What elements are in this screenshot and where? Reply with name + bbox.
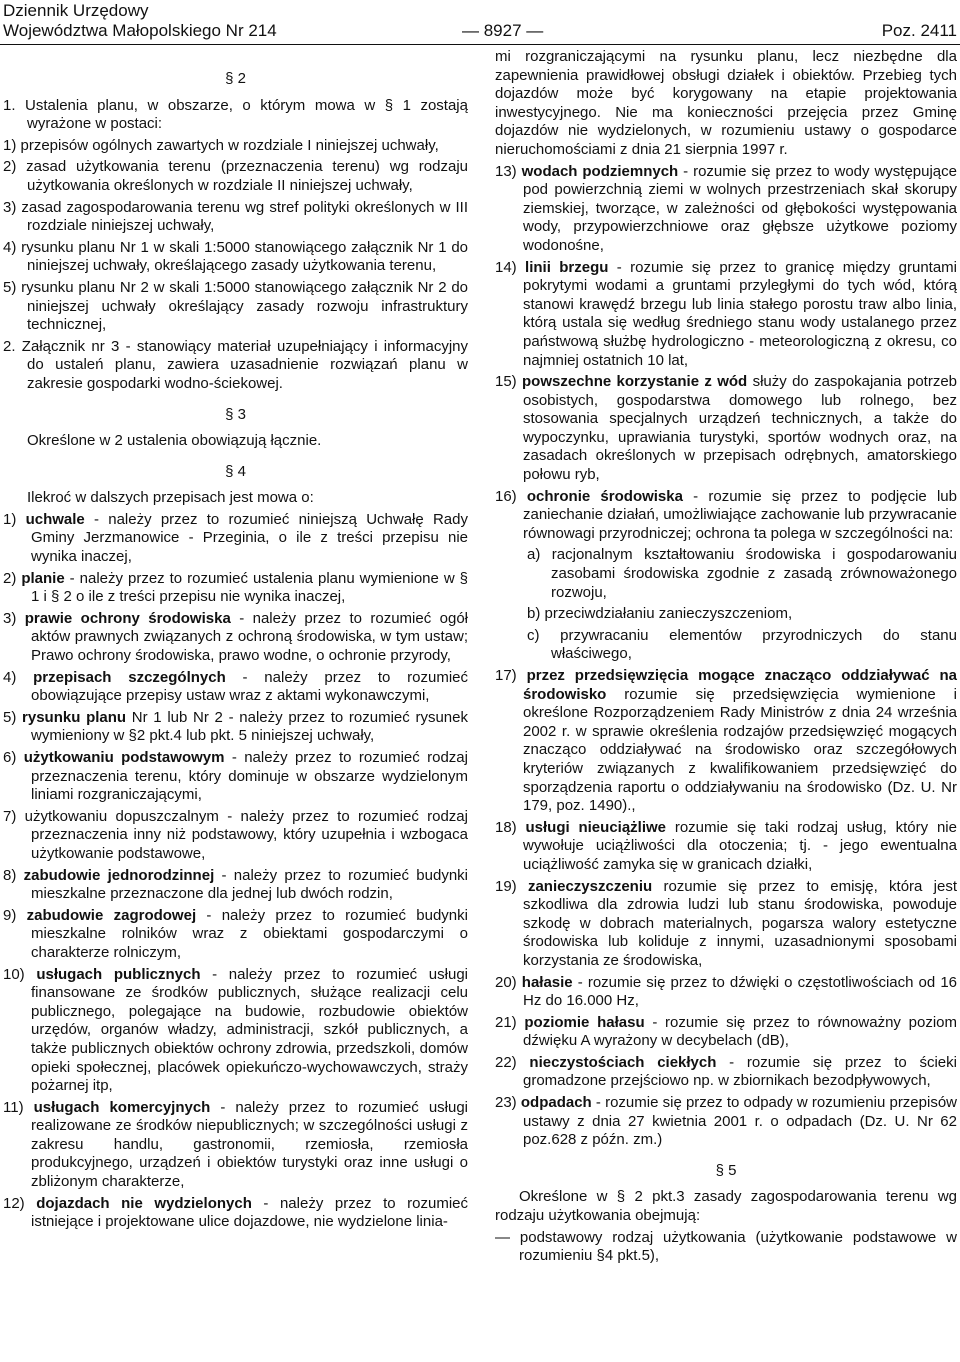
definition-term: powszechne korzystanie z wód xyxy=(522,373,748,391)
definitions-list xyxy=(495,667,957,1150)
definition-term: wodach podziemnych xyxy=(521,162,679,180)
definition-number: 15) xyxy=(495,373,523,391)
definition-item xyxy=(495,974,957,1011)
definition-number: 17) xyxy=(495,667,527,684)
definition-text: - należy przez to rozumieć usługi finansowane ze środków publicznych, służące realizacji celu publicznego, polegające na budowie, rozbudowie obiektów urzędów, organów władzy, administracji, szkół publicznych, a także publicznych obiektów ochrony zdrowia, przedszkoli, domów opieki społecznej, placówek opiekuńczo-wychowawczych, straży pożarnej itp, xyxy=(31,965,469,1095)
definition-text: - należy przez to rozumieć obowiązujące przepisy ustaw wraz z aktami wykonawczymi, xyxy=(31,668,469,705)
definition-term: planie xyxy=(21,569,65,587)
definition-text: - należy przez to rozumieć usługi realizowane ze środków niepublicznych; w szczególności usługi z zakresu handlu, gastronomii, rzemiosła, rzemiosła produkcyjnego, urządzeń i obiektów turystyki oraz inne usługi o zbliżonym charakterze, xyxy=(31,1098,469,1191)
definition-item xyxy=(495,163,957,256)
page-number: — 8927 — xyxy=(462,21,544,40)
definition-text: - rozumie się przez to ścieki gromadzone przejściowo np. w zbiornikach bezodpływowych, xyxy=(523,1053,957,1090)
definition-term: zabudowie zagrodowej xyxy=(26,906,197,924)
definition-number: 22) xyxy=(495,1053,530,1071)
definition-text: - rozumie się przez to granicę między gruntami pokrytymi wodami a gruntami przyległymi do tych wód, którą stanowi krawędź brzegu lub linia stałego porostu traw albo linia, którą ustala się według średniego stanu wody ustalanego przez państwową służbę hydrologiczno - meteorologiczną z okresu, co najmniej ostatnich 10 lat, xyxy=(523,258,957,369)
continuation-text: mi rozgraniczającymi na rysunku planu, lecz niezbędne dla zapewnienia prawidłowej obsługi działek i obiektów. Przebieg tych dojazdów może być korygowany na etapie projektowania inwestycyjnego. Nie ma konieczności przejęcia przez Gminę dojazdów nie wydzielonych, w rozumieniu ustawy o gospodarce nieruchomościami z dnia 21 sierpnia 1997 r. xyxy=(495,48,957,158)
definition-term: rysunku planu xyxy=(22,708,127,726)
paragraph-1: 1. Ustalenia planu, w obszarze, o którym mowa w § 1 zostają wyrażone w postaci: xyxy=(3,96,468,133)
definition-text: - należy przez to rozumieć niniejszą Uchwałę Rady Gminy Jerzmanowice - Przeginia, o ile z treści przepisu nie wynika inaczej, xyxy=(31,510,468,566)
paragraph-5: Określone w § 2 pkt.3 zasady zagospodarowania terenu wg rodzaju użytkowania obejmują: xyxy=(495,1188,957,1225)
definition-text: - należy przez to rozumieć ustalenia planu wymienione w § 1 i § 2 o ile z treści przepisu nie wynika inaczej, xyxy=(31,569,468,606)
definition-number: 18) xyxy=(495,818,526,836)
definition-text: - należy przez to rozumieć budynki mieszkalne przeznaczone dla jednej lub dwóch rodzin, xyxy=(31,866,468,903)
definition-term: nieczystościach ciekłych xyxy=(529,1053,717,1071)
definition-number: 16) xyxy=(495,487,527,505)
section-5-heading: § 5 xyxy=(715,1161,737,1179)
definition-text: - rozumie się przez to podjęcie lub zaniechanie działań, umożliwiające zachowanie lub przywracanie równowagi przyrodniczej; ochrona ta polega w szczególności na: xyxy=(523,487,957,542)
section-4-heading: § 4 xyxy=(225,462,246,480)
dash-item: — podstawowy rodzaj użytkowania (użytkowanie podstawowe w rozumieniu §4 pkt.5), xyxy=(495,1228,957,1265)
definition-item xyxy=(495,878,957,971)
definition-item xyxy=(3,907,468,963)
definition-item xyxy=(3,511,468,567)
definitions-list xyxy=(495,163,957,544)
definition-item xyxy=(3,1195,468,1232)
definition-item xyxy=(3,1099,468,1192)
definition-term: uchwale xyxy=(25,510,85,528)
definition-number: 11) xyxy=(3,1098,34,1116)
definition-number: 9) xyxy=(3,906,27,924)
definition-number: 20) xyxy=(495,973,522,991)
definitions-list xyxy=(3,511,468,1232)
definition-item xyxy=(3,966,468,1096)
definition-term: linii brzegu xyxy=(525,258,609,276)
definition-item xyxy=(495,1014,957,1051)
definition-number: 2) xyxy=(3,569,22,587)
definition-term: użytkowaniu podstawowym xyxy=(23,749,225,766)
definition-number: 3) xyxy=(3,609,25,627)
definition-term: prawie ochrony środowiska xyxy=(24,609,231,627)
sub-item: b) przeciwdziałaniu zanieczyszczeniom, xyxy=(527,605,793,623)
definition-item xyxy=(495,259,957,371)
definition-number: 6) xyxy=(3,749,24,766)
sub-list xyxy=(495,546,957,664)
definition-item xyxy=(495,1094,957,1150)
definition-text: - należy przez to rozumieć budynki mieszkalne rolników wraz z obiektami gospodarczymi o charakterze rolniczym, xyxy=(31,906,468,961)
definition-text: rozumie się przedsięwzięcia wymienione i określone Rozporządzeniem Rady Ministrów z dnia 24 września 2002 r. w sprawie określenia rodzajów przedsięwzięć mogących znacząco oddziaływać na środowisko oraz szczegółowych kryteriów związanych z kwalifikowaniem przedsięwzięć do sporządzenia raportu o oddziaływaniu na środowisko (Dz. U. Nr 179, poz. 1490)., xyxy=(523,685,957,815)
paragraph-3: Określone w 2 ustalenia obowiązują łącznie. xyxy=(27,432,322,450)
sub-item: a) racjonalnym kształtowaniu środowiska i gospodarowaniu zasobami środowiska zgodnie z zasadą zrównoważonego rozwoju, xyxy=(527,546,957,601)
definition-term: przepisach szczególnych xyxy=(33,668,226,686)
definition-text: - rozumie się przez to odpady w rozumieniu przepisów ustawy z dnia 27 kwietnia 2001 r. o odpadach (Dz. U. Nr 62 poz.628 z późn. zm.) xyxy=(523,1094,958,1149)
definition-number: 13) xyxy=(495,162,522,180)
definition-text: rozumie się przez to emisję, która jest szkodliwa dla zdrowia ludzi lub stanu środowiska, powoduje szkodę w dobrach materialnych, pogarsza walory estetyczne środowiska lub koliduje z innymi, uzasadnionymi sposobami korzystania ze środowiska, xyxy=(523,877,957,969)
definition-item xyxy=(3,669,468,706)
definition-text: służy do zaspokajania potrzeb osobistych, gospodarstwa domowego lub rolnego, bez stosowania specjalnych urządzeń technicznych, a także do wypoczynku, uprawiania turystyki, sportów wodnych oraz, na zasadach określonych w przepisach odrębnych, amatorskiego połowu ryb, xyxy=(523,373,958,484)
definition-number: 21) xyxy=(495,1013,525,1031)
section-2-heading: § 2 xyxy=(225,70,246,87)
definition-item xyxy=(495,373,957,485)
definition-text: - rozumie się przez to wody występujące pod powierzchnią ziemi w wolnych przestrzeniach skał skorupy ziemskiej, tworzące, w zależności od głębokości występowania wody, przypowierzchniowe oraz głębsze użytkowe poziomy wodonośne, xyxy=(523,162,957,254)
definition-text: Nr 1 lub Nr 2 - należy przez to rozumieć rysunek wymieniony w §2 pkt.4 lub pkt. 5 niniejszej uchwały, xyxy=(31,708,468,745)
definition-term: hałasie xyxy=(521,973,573,991)
list-item: 5) rysunku planu Nr 2 w skali 1:5000 stanowiącego załącznik Nr 2 do niniejszej uchwały określający zasady rozwoju infrastruktury technicznej, xyxy=(3,278,468,334)
definition-number: 19) xyxy=(495,877,528,895)
section-3-heading: § 3 xyxy=(225,405,246,423)
definition-item xyxy=(495,819,957,875)
definition-term: poziomie hałasu xyxy=(524,1013,645,1031)
paragraph-2: 2. Załącznik nr 3 - stanowiący materiał uzupełniający i informacyjny do ustaleń planu, zawiera uzasadnienie rozwiązań planu w zakresie gospodarki wodno-ściekowej. xyxy=(3,337,468,392)
definition-text: użytkowaniu dopuszczalnym - należy przez to rozumieć rodzaj przeznaczenia inny niż podstawowy, który uzupełnia i wzbogaca użytkowanie podstawowe, xyxy=(24,807,468,862)
definition-term: przez przedsięwzięcia mogące znacząco oddziaływać na środowisko xyxy=(523,667,957,703)
list-item: 4) rysunku planu Nr 1 w skali 1:5000 stanowiącego załącznik Nr 1 do niniejszej uchwały, określającego zasady użytkowania terenu, xyxy=(3,238,468,275)
definition-number: 8) xyxy=(3,866,24,884)
definition-term: usługach komercyjnych xyxy=(33,1098,211,1116)
definition-text: - rozumie się przez to równoważny poziom dźwięku A wyrażony w decybelach (dB), xyxy=(523,1013,957,1050)
journal-title: Dziennik Urzędowy xyxy=(3,1,149,20)
definition-number: 5) xyxy=(3,708,23,726)
definition-term: ochronie środowiska xyxy=(526,487,683,505)
definition-number: 14) xyxy=(495,258,526,276)
list-item: 1) przepisów ogólnych zawartych w rozdziale I niniejszej uchwały, xyxy=(3,136,439,154)
definition-number: 1) xyxy=(3,510,26,528)
definition-number: 12) xyxy=(3,1194,37,1212)
definition-text: - rozumie się przez to dźwięki o częstotliwościach od 16 Hz do 16.000 Hz, xyxy=(523,973,958,1010)
definition-term: zanieczyszczeniu xyxy=(527,877,653,895)
definition-number: 10) xyxy=(3,965,37,983)
sub-item: c) przywracaniu elementów przyrodniczych do stanu właściwego, xyxy=(527,626,957,663)
definitions-intro: Ilekroć w dalszych przepisach jest mowa o: xyxy=(27,489,314,507)
right-column xyxy=(495,48,957,1269)
definition-text: - należy przez to rozumieć ogół aktów prawnych związanych z ochroną środowiska, w tym ustaw; Prawo ochrony środowiska, prawo wodne, o ochronie przyrody, xyxy=(31,609,468,665)
definition-item xyxy=(3,610,468,666)
definition-item xyxy=(495,1054,957,1091)
definition-text: - należy przez to rozumieć istniejące i projektowane ulice dojazdowe, nie wydzielone linia- xyxy=(31,1194,469,1231)
definition-number: 4) xyxy=(3,668,34,686)
definition-item xyxy=(495,667,957,816)
definition-item xyxy=(3,749,468,805)
definition-term: usługach publicznych xyxy=(36,965,201,983)
position-number: Poz. 2411 xyxy=(881,21,957,40)
definition-number: 7) xyxy=(3,807,25,825)
definition-term: dojazdach nie wydzielonych xyxy=(36,1194,252,1212)
definition-term: usługi nieuciążliwe xyxy=(525,818,667,836)
definition-text: rozumie się taki rodzaj usług, który nie wywołuje uciążliwości dla otoczenia; tj. - jego ewentualna uciążliwość zamyka się w granicach działki, xyxy=(523,818,957,873)
list-item: 2) zasad użytkowania terenu (przeznaczenia terenu) wg rodzaju użytkowania określonych w rozdziale II niniejszej uchwały, xyxy=(3,158,468,194)
page-header xyxy=(0,0,960,45)
journal-subtitle: Województwa Małopolskiego Nr 214 xyxy=(3,21,277,40)
definition-item xyxy=(3,867,468,904)
definition-number: 23) xyxy=(495,1094,521,1112)
definition-item xyxy=(3,808,468,864)
left-column xyxy=(3,48,468,1235)
definition-term: zabudowie jednorodzinnej xyxy=(23,866,215,884)
definition-term: odpadach xyxy=(520,1094,592,1112)
list-item: 3) zasad zagospodarowania terenu wg stref polityki określonych w III rozdziale niniejszej uchwały, xyxy=(3,198,468,235)
definition-text: - należy przez to rozumieć rodzaj przeznaczenia terenu, który dominuje w obszarze wydzielonym liniami rozgraniczającymi, xyxy=(31,749,468,804)
definition-item xyxy=(495,488,957,544)
definition-item xyxy=(3,570,468,607)
definition-item xyxy=(3,709,468,746)
